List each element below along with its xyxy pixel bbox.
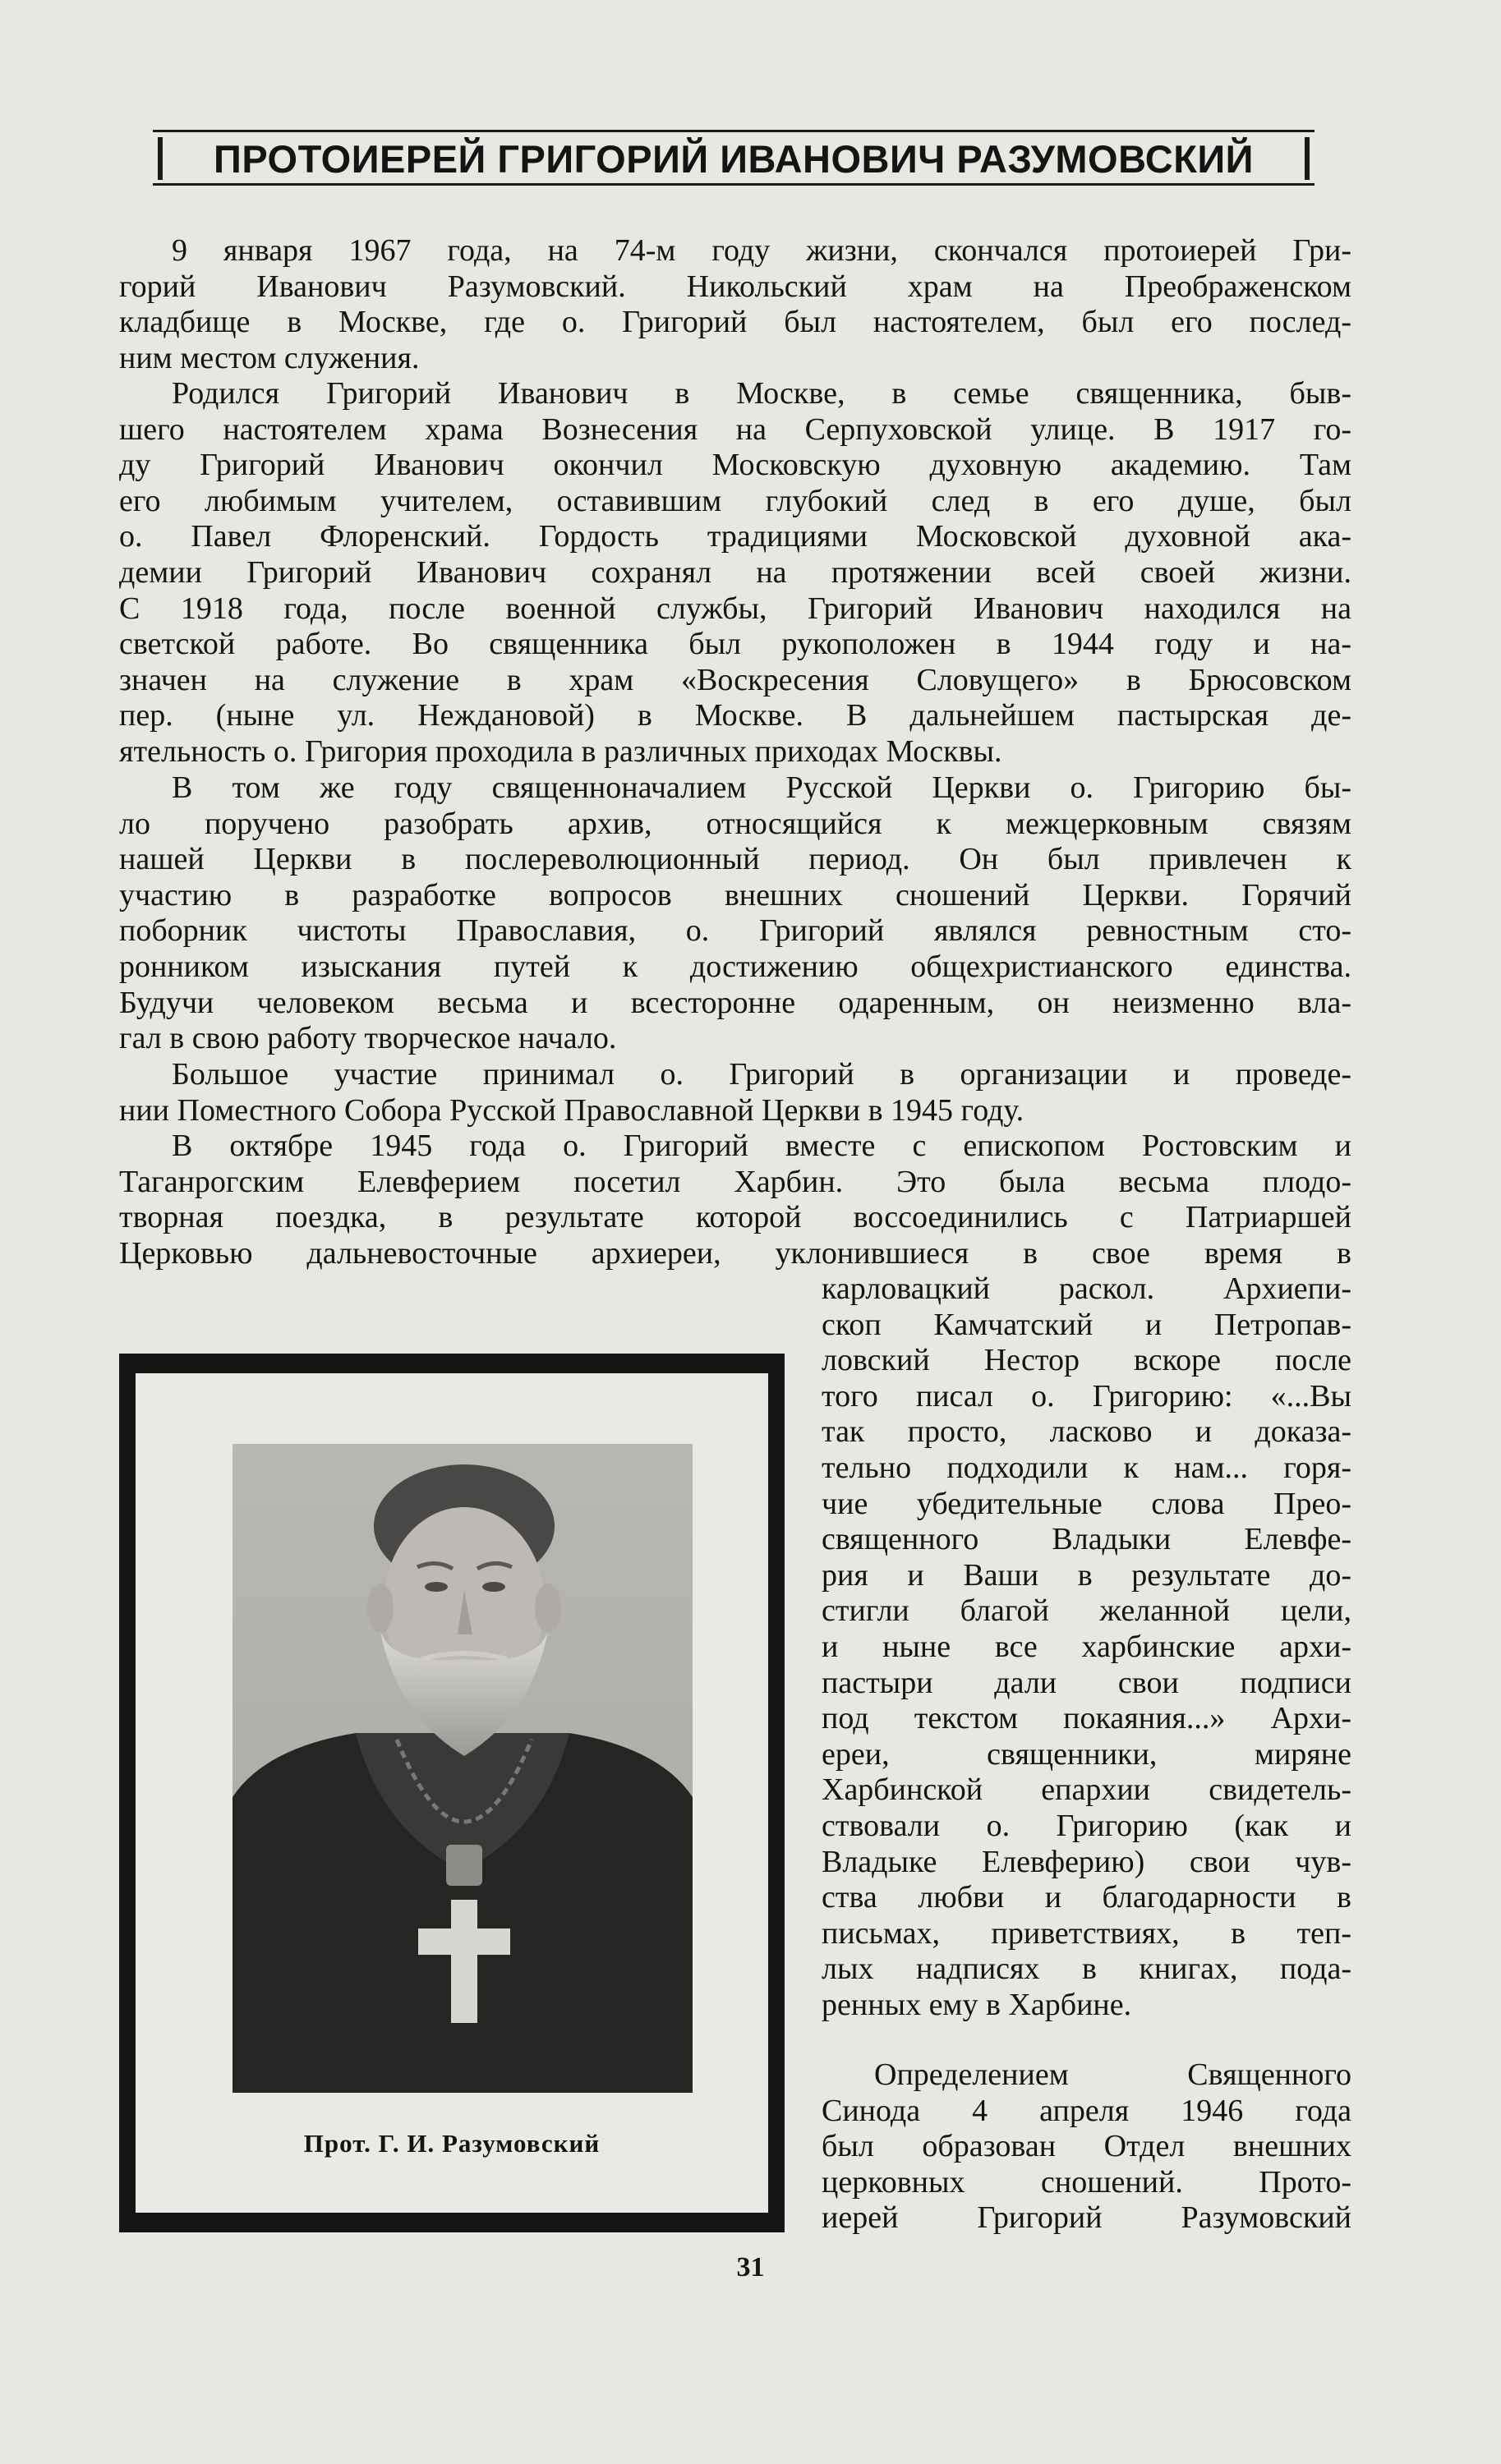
page-number: 31 [736, 2252, 765, 2282]
eye-right [482, 1582, 505, 1592]
title-rule-right [1305, 137, 1310, 180]
paragraph-biography: Родился Григорий Иванович в Москве, в семье священника, быв- шего настоятелем храма Вознесения на Серпуховской улице. В 1917 го- ду Григорий Иванович окончил Московскую духовную академию. Там его любимым учителем, оставившим глубокий след в его душе, был о. Павел Флоренский. Гордость традициями Московской духовной ака- демии Григорий Иванович сохранял на протяжении всей своей жизни. С 1918 года, после военной службы, Григорий Иванович находился на светской работе. Во священника был рукоположен в 1944 году и на- значен на служение в храм «Воскресения Словущего» в Брюсовском пер. (ныне ул. Неждановой) в Москве. В дальнейшем пастырская де- ятельность о. Григория проходила в различных приходах Москвы. [119, 376, 1351, 769]
ear-left [367, 1584, 394, 1633]
paragraph-archive-work: В том же году священноначалием Русской Церкви о. Григорию бы- ло поручено разобрать архив, относящийся к межцерковным связям нашей Церкви в послереволюционный период. Он был привлечен к участию в разработке вопросов внешних сношений Церкви. Горячий поборник чистоты Православия, о. Григорий являлся ревностным сто- ронником изыскания путей к достижению общехристианского единства. Будучи человеком весьма и всесторонне одаренным, он неизменно вла- гал в свою работу творческое начало. [119, 770, 1351, 1056]
paragraph-harbin-trip: В октябре 1945 года о. Григорий вместе с епископом Ростовским и Таганрогским Елевферием посетил Харбин. Это была весьма плодо- творная поездка, в результате которой воссоединились с Патриаршей Церковью дальневосточные архиереи, уклонившиеся в свое время в [119, 1129, 1351, 1271]
eye-left [425, 1582, 448, 1592]
paragraph-harbin-letter: карловацкий раскол. Архиепи- скоп Камчатский и Петропав- ловский Нестор вскоре после того писал о. Григорию: «...Вы так просто, ласково и доказа- тельно подходили к нам... горя- чие убедительные слова Прео- священного Владыки Елевфе- рия и Ваши в результате до- стигли благой желанной цели, и ныне все харбинские архи- пастыри дали свои подписи под текстом покаяния...» Архи- ереи, священники, миряне Харбинской епархии свидетель- ствовали о. Григорию (как и Владыке Елевферию) свои чув- ства любви и благодарности в письмах, приветствиях, в теп- лых надписях в книгах, пода- ренных ему в Харбине. [822, 1271, 1351, 2022]
portrait-mat [136, 1373, 768, 2213]
cross-vertical [451, 1900, 477, 2023]
portrait-caption: Прот. Г. И. Разумовский [303, 2129, 601, 2158]
paragraph-local-council: Большое участие принимал о. Григорий в организации и проведе- нии Поместного Собора Русской Православной Церкви в 1945 году. [119, 1057, 1351, 1128]
paragraph-department-founding: Определением Священного Синода 4 апреля 1946 года был образован Отдел внешних церковных сношений. Прото- иерей Григорий Разумовский [822, 2057, 1351, 2236]
portrait-photo [233, 1444, 693, 2093]
chain-clasp [446, 1845, 482, 1886]
article-title-frame [153, 130, 1315, 186]
portrait-illustration [233, 1444, 693, 2093]
article-title: ПРОТОИЕРЕЙ ГРИГОРИЙ ИВАНОВИЧ РАЗУМОВСКИЙ [214, 137, 1254, 181]
portrait-frame [119, 1354, 785, 2232]
paragraph-death-notice: 9 января 1967 года, на 74-м году жизни, скончался протоиерей Гри- горий Иванович Разумовский. Никольский храм на Преображенском кладбище в Москве, где о. Григорий был настоятелем, был его послед- ним местом служения. [119, 233, 1351, 375]
ear-right [535, 1584, 561, 1633]
cross-horizontal [418, 1928, 510, 1955]
